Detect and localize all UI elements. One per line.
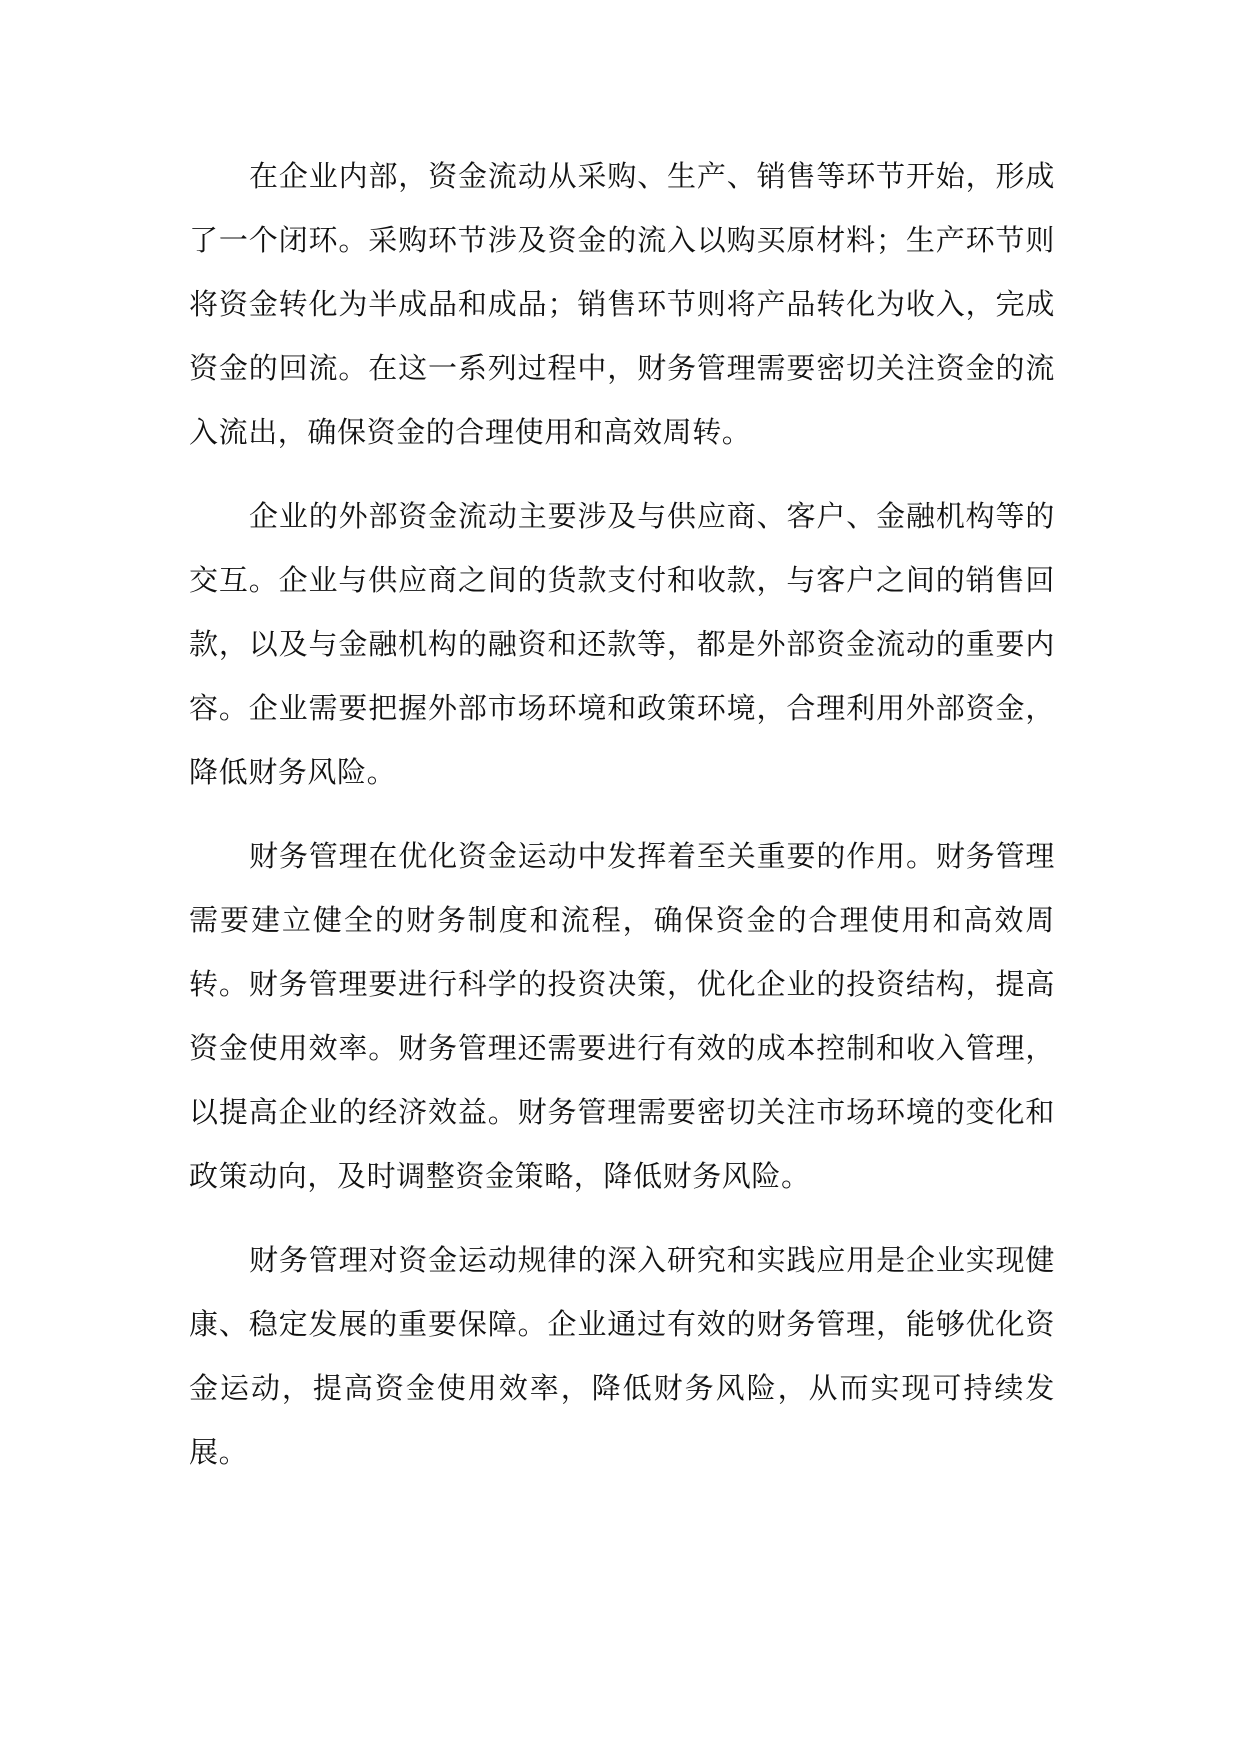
paragraph-conclusion: 财务管理对资金运动规律的深入研究和实践应用是企业实现健康、稳定发展的重要保障。企业通过有效的财务管理，能够优化资金运动，提高资金使用效率，降低财务风险，从而实现可持续发展。 (189, 1243, 1055, 1469)
document-body (189, 144, 1055, 1504)
paragraph-internal-capital-flow: 在企业内部，资金流动从采购、生产、销售等环节开始，形成了一个闭环。采购环节涉及资金的流入以购买原材料；生产环节则将资金转化为半成品和成品；销售环节则将产品转化为收入，完成资金的回流。在这一系列过程中，财务管理需要密切关注资金的流入流出，确保资金的合理使用和高效周转。 (189, 159, 1055, 449)
paragraph-financial-management-role: 财务管理在优化资金运动中发挥着至关重要的作用。财务管理需要建立健全的财务制度和流程，确保资金的合理使用和高效周转。财务管理要进行科学的投资决策，优化企业的投资结构，提高资金使用效率。财务管理还需要进行有效的成本控制和收入管理，以提高企业的经济效益。财务管理需要密切关注市场环境的变化和政策动向，及时调整资金策略，降低财务风险。 (189, 839, 1055, 1193)
paragraph-external-capital-flow: 企业的外部资金流动主要涉及与供应商、客户、金融机构等的交互。企业与供应商之间的货款支付和收款，与客户之间的销售回款，以及与金融机构的融资和还款等，都是外部资金流动的重要内容。企业需要把握外部市场环境和政策环境，合理利用外部资金，降低财务风险。 (189, 499, 1055, 789)
